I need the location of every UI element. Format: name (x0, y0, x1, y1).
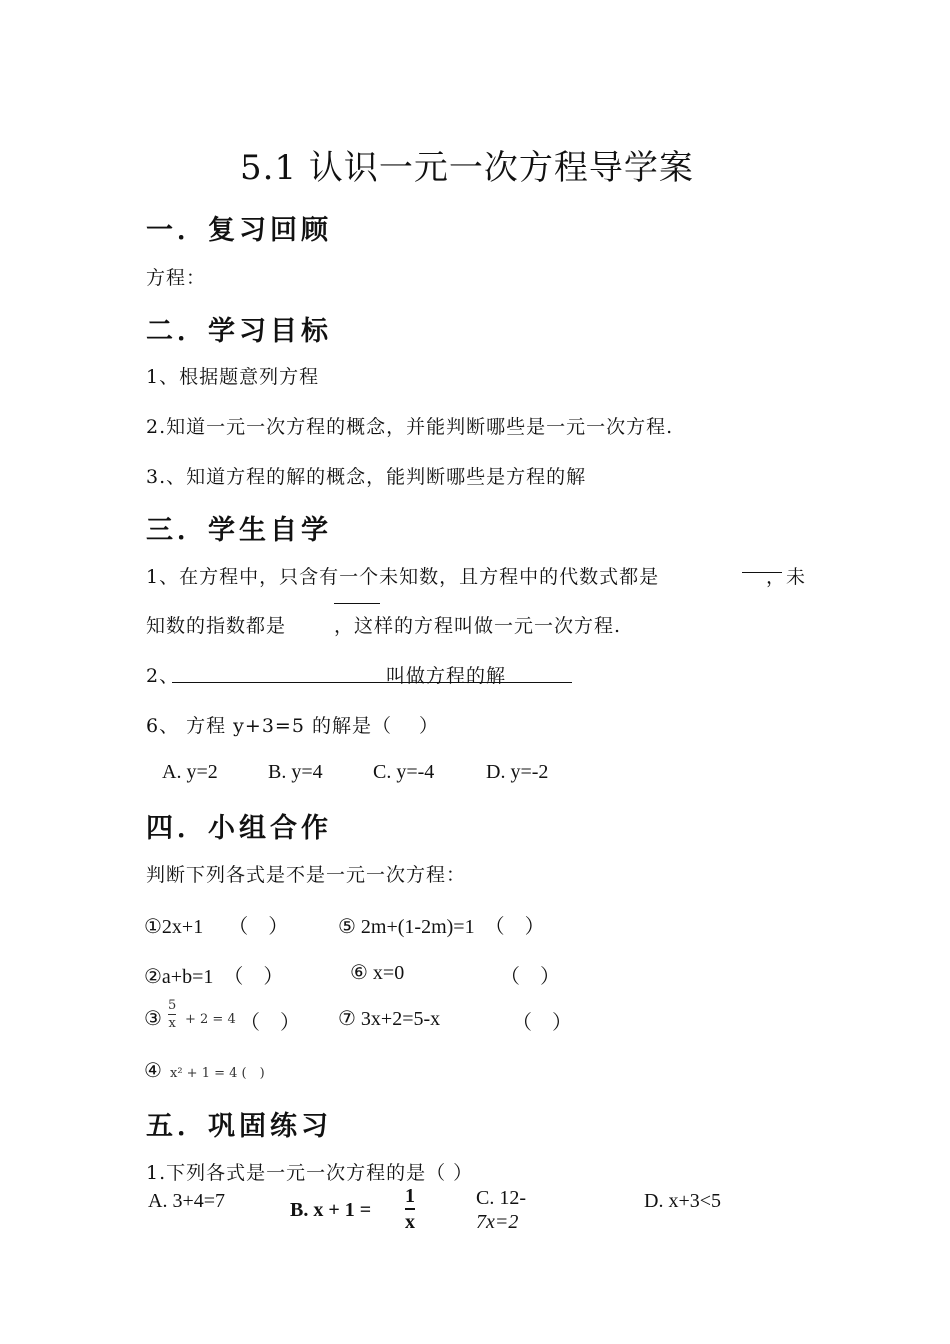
self-study-q1-line2-head: 知数的指数都是 (146, 615, 287, 637)
section-heading-goals: 二．学习目标 (146, 316, 332, 347)
blank-line (172, 682, 572, 683)
self-study-q1-line1-tail: ，未 (766, 566, 807, 588)
option-a: A. y=2 (162, 761, 218, 783)
self-study-q2-prefix: 2、 (146, 665, 180, 687)
section-heading-practice: 五．巩固练习 (146, 1111, 332, 1142)
fraction-denominator: x (405, 1211, 415, 1233)
group-item-1: ①2x+1 （ ） (144, 916, 289, 938)
group-item-5: ⑤ 2m+(1-2m)=1 （ ） (338, 916, 545, 938)
group-item-3-tail: + 2 = 4 (185, 1012, 236, 1027)
option-b: B. y=4 (268, 761, 323, 783)
goal-item: 2.知道一元一次方程的概念，并能判断哪些是一元一次方程. (146, 416, 674, 438)
group-item-6: ⑥ x=0 (350, 962, 405, 984)
self-study-q1-line2-tail: ，这样的方程叫做一元一次方程. (334, 615, 622, 637)
practice-option-c-line2: 7x=2 (476, 1211, 519, 1229)
fraction-bar (168, 1014, 176, 1015)
goal-item: 1、根据题意列方程 (146, 366, 320, 388)
blank-line (334, 603, 380, 604)
goal-item: 3.、知道方程的解的概念，能判断哪些是方程的解 (146, 466, 587, 488)
section-heading-group: 四．小组合作 (146, 813, 332, 844)
fraction-denominator: x (168, 1016, 176, 1031)
fraction-numerator: 1 (405, 1185, 415, 1207)
section-heading-self-study: 三．学生自学 (146, 515, 332, 546)
group-item-7: ⑦ 3x+2=5-x (338, 1008, 441, 1030)
review-line: 方程： (146, 267, 207, 289)
self-study-q1-line1: 1、在方程中，只含有一个未知数，且方程中的代数式都是 (146, 566, 660, 588)
self-study-q6: 6、 方程 y+3=5 的解是（ ） (146, 715, 439, 737)
group-item-6-paren: （ ） (500, 966, 560, 988)
practice-option-a: A. 3+4=7 (148, 1190, 226, 1212)
practice-option-d: D. x+3<5 (644, 1190, 722, 1212)
option-d: D. y=-2 (486, 761, 549, 783)
fraction-bar (405, 1208, 415, 1210)
fraction-5-over-x (168, 999, 176, 1030)
group-item-2: ②a+b=1 （ ） (144, 966, 284, 988)
fraction-numerator: 5 (168, 998, 177, 1013)
practice-option-c-line1: C. 12- (476, 1187, 526, 1209)
group-item-3-mark: ③ (144, 1008, 162, 1030)
practice-q1: 1.下列各式是一元一次方程的是（ ） (146, 1162, 474, 1184)
group-item-4-expr: x² + 1 = 4 ( ) (170, 1066, 265, 1081)
option-c: C. y=-4 (373, 761, 435, 783)
group-item-4-mark: ④ (144, 1060, 162, 1082)
group-intro: 判断下列各式是不是一元一次方程： (146, 864, 467, 886)
section-heading-review: 一．复习回顾 (146, 215, 332, 246)
self-study-q2-text: 叫做方程的解 (386, 665, 507, 687)
fraction-1-over-x (405, 1186, 415, 1232)
practice-option-b: B. x + 1 = (290, 1199, 372, 1221)
page-title: 5.1 认识一元一次方程导学案 (240, 148, 694, 188)
group-item-7-paren: （ ） (512, 1012, 572, 1034)
group-item-3-paren: （ ） (240, 1012, 300, 1034)
